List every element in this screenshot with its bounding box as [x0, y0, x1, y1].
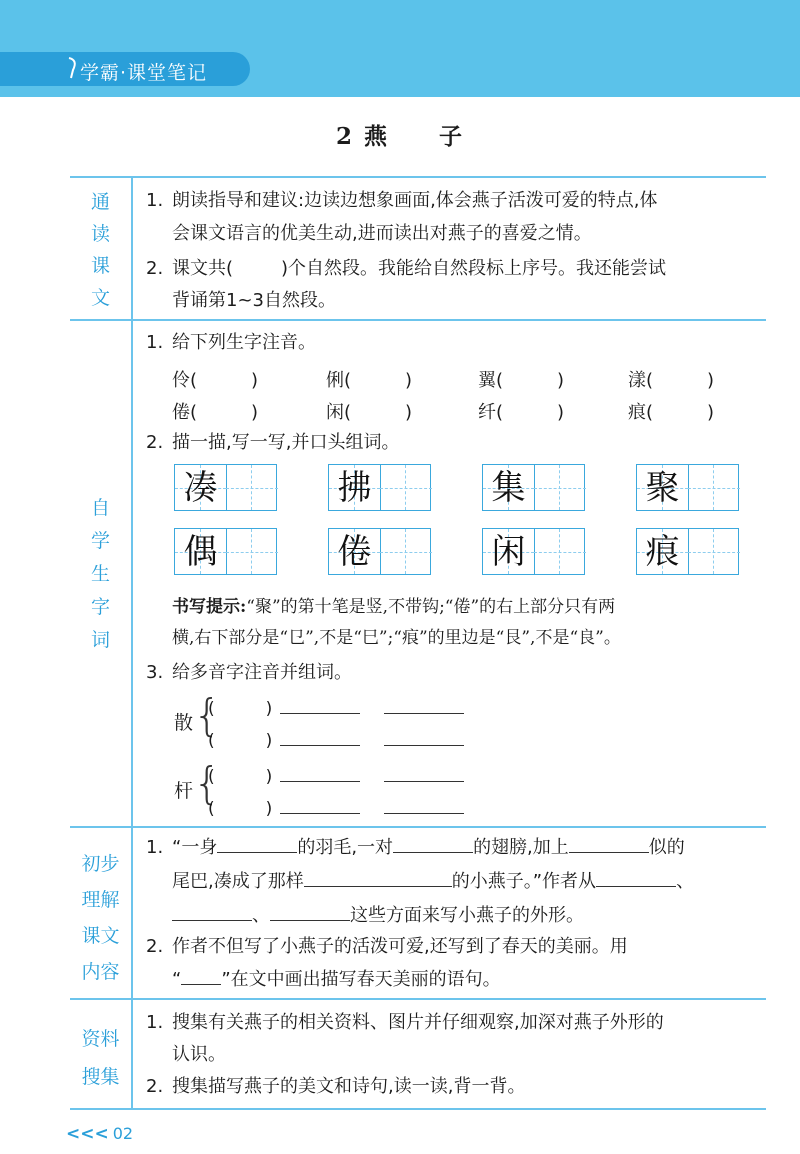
pinyin-blank[interactable]: 闲( ): [326, 402, 413, 423]
read-item-1: 1. 朗读指导和建议:边读边想象画面,体会燕子活泼可爱的特点,体: [146, 190, 658, 211]
arrows-icon: <<<: [66, 1124, 109, 1144]
fill-blank[interactable]: [596, 868, 676, 887]
understand-q1-cont2: 、 这些方面来写小燕子的外形。: [172, 902, 584, 929]
read-item-1-cont: 会课文语言的优美生动,进而读出对燕子的喜爱之情。: [172, 223, 592, 244]
table-rule: [70, 176, 766, 178]
trace-character: 集: [491, 468, 526, 508]
writing-tips: 书写提示:“聚”的第十笔是竖,不带钩;“倦”的右上部分只有两: [172, 597, 616, 617]
fill-blank[interactable]: [270, 902, 350, 921]
writing-grid[interactable]: [482, 528, 585, 575]
table-rule: [70, 1108, 766, 1110]
trace-character: 拂: [337, 468, 372, 508]
polyphone-row[interactable]: ( ): [208, 762, 464, 787]
writing-grid[interactable]: [328, 528, 431, 575]
section-label-understand: 初步 理解 课文 内容: [81, 853, 120, 983]
page-title: 2 燕 子: [335, 123, 464, 150]
read-item-2: 2. 课文共( )个自然段。我能给自然段标上序号。我还能尝试: [146, 258, 667, 279]
pinyin-blank[interactable]: 伶( ): [172, 370, 259, 391]
polyphone-row[interactable]: ( ): [208, 726, 464, 751]
pinyin-blank[interactable]: 倦( ): [172, 402, 259, 423]
understand-q1: 1. “一身 的羽毛,一对 的翅膀,加上 似的: [146, 834, 685, 861]
brace-icon: {: [193, 758, 221, 809]
understand-q2-cont: “ ”在文中画出描写春天美丽的语句。: [172, 966, 501, 993]
section-label-collect: 资料 搜集: [81, 1028, 120, 1088]
section-label-self-study: 自 学 生 字 词: [90, 497, 110, 651]
writing-grid[interactable]: [174, 464, 277, 511]
fill-blank[interactable]: [181, 966, 221, 985]
polyphone-char: 杆: [174, 780, 194, 802]
fill-blank[interactable]: [172, 902, 252, 921]
writing-grid[interactable]: [636, 528, 739, 575]
trace-character: 痕: [645, 532, 680, 572]
pinyin-blank[interactable]: 纤( ): [478, 402, 565, 423]
collect-q1-cont: 认识。: [172, 1044, 226, 1065]
collect-q2: 2. 搜集描写燕子的美文和诗句,读一读,背一背。: [146, 1076, 526, 1097]
writing-grid[interactable]: [636, 464, 739, 511]
self-q1: 1. 给下列生字注音。: [146, 332, 316, 353]
trace-character: 聚: [645, 468, 680, 508]
trace-character: 闲: [491, 532, 526, 572]
understand-q1-cont: 尾巴,凑成了那样 的小燕子。”作者从 、: [172, 868, 694, 895]
fill-blank[interactable]: [569, 834, 649, 853]
brace-icon: {: [193, 690, 221, 741]
table-rule: [70, 998, 766, 1000]
read-item-2-cont: 背诵第1~3自然段。: [172, 290, 336, 311]
trace-character: 凑: [183, 468, 218, 508]
pinyin-blank[interactable]: 翼( ): [478, 370, 565, 391]
writing-tips-cont: 横,右下部分是“㔾”,不是“巳”;“痕”的里边是“艮”,不是“良”。: [172, 628, 621, 648]
page-number: 02: [112, 1124, 134, 1143]
understand-q2: 2. 作者不但写了小燕子的活泼可爱,还写到了春天的美丽。用: [146, 936, 628, 957]
self-q3: 3. 给多音字注音并组词。: [146, 662, 352, 683]
writing-grid[interactable]: [482, 464, 585, 511]
collect-q1: 1. 搜集有关燕子的相关资料、图片并仔细观察,加深对燕子外形的: [146, 1012, 664, 1033]
polyphone-char: 散: [174, 712, 194, 734]
trace-character: 偶: [183, 532, 218, 572]
trace-character: 倦: [337, 532, 372, 572]
table-rule: [70, 319, 766, 321]
fill-blank[interactable]: [304, 868, 452, 887]
section-label-read: 通 读 课 文: [90, 191, 110, 309]
table-divider: [131, 176, 133, 1108]
pen-icon: [66, 56, 80, 80]
fill-blank[interactable]: [393, 834, 473, 853]
self-q2: 2. 描一描,写一写,并口头组词。: [146, 432, 400, 453]
brand-title: 学霸·课堂笔记: [80, 62, 208, 84]
pinyin-blank[interactable]: 漾( ): [628, 370, 715, 391]
writing-grid[interactable]: [328, 464, 431, 511]
pinyin-blank[interactable]: 痕( ): [628, 402, 715, 423]
polyphone-row[interactable]: ( ): [208, 694, 464, 719]
polyphone-row[interactable]: ( ): [208, 794, 464, 819]
fill-blank[interactable]: [217, 834, 297, 853]
writing-grid[interactable]: [174, 528, 277, 575]
pinyin-blank[interactable]: 俐( ): [326, 370, 413, 391]
page-footer: [66, 1124, 133, 1144]
table-rule: [70, 826, 766, 828]
